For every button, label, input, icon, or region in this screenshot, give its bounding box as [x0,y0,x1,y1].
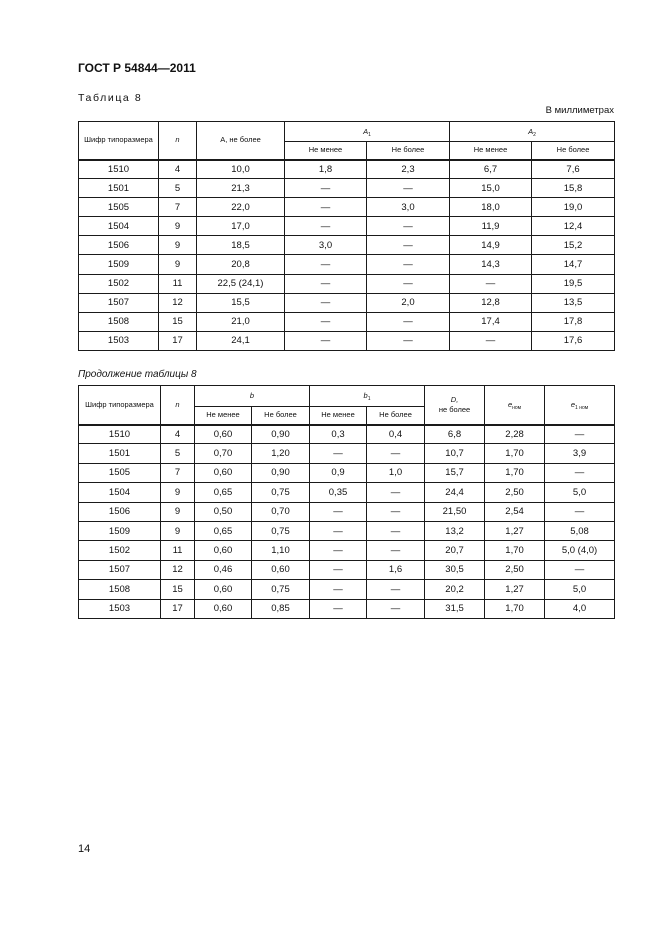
table-cell: 1509 [79,255,159,274]
table-cell: 2,50 [485,560,545,579]
table-cell: 0,60 [195,541,252,560]
table-cell: — [367,483,425,502]
table-cell: 14,7 [532,255,615,274]
table-cell: 15,8 [532,179,615,198]
header-a2: $A_2$ [450,122,615,142]
table-cell: 15,7 [425,463,485,482]
header-a1-max: Не более [367,142,450,160]
table-cell: 15,2 [532,236,615,255]
table-cell: — [285,198,367,217]
header-e: $e_{ном}$ [485,386,545,425]
header-b: b [195,386,310,407]
table-cell: 21,0 [197,312,285,331]
table-row [79,255,615,274]
table-cell: 17,8 [532,312,615,331]
table-cell: 9 [159,255,197,274]
table-cell: 7 [159,198,197,217]
table-cell: — [367,312,450,331]
header-a2-max: Не более [532,142,615,160]
header-a1-min: Не менее [285,142,367,160]
table-cell: — [310,560,367,579]
table-row [79,217,615,236]
table-cell: 0,60 [195,580,252,599]
table-cell: 17 [161,599,195,618]
table-row [79,179,615,198]
table-cell: 1,0 [367,463,425,482]
table-cell: 4 [159,160,197,179]
table-cell: 2,28 [485,425,545,444]
table-cell: 3,0 [285,236,367,255]
table-cell: 1503 [79,331,159,350]
table-cell: 0,4 [367,425,425,444]
table-cell: 20,7 [425,541,485,560]
table-row [79,293,615,312]
table-cell: 20,2 [425,580,485,599]
table-caption: Таблица 8 [78,92,143,104]
table-cell: 17,0 [197,217,285,236]
table-cell: 0,65 [195,483,252,502]
table-cell: — [285,179,367,198]
table-cell: — [285,255,367,274]
table-8-body [79,160,615,351]
table-cell: 2,50 [485,483,545,502]
table-cell: 9 [159,217,197,236]
table-row [79,521,615,540]
table-cell: 1,27 [485,580,545,599]
table-row [79,236,615,255]
table-cell: — [367,444,425,463]
table-cell: 14,9 [450,236,532,255]
table-cell: — [285,293,367,312]
table-cell: — [545,425,615,444]
header-b1-min: Не менее [310,407,367,425]
table-cell: 2,54 [485,502,545,521]
table-cell: — [310,521,367,540]
table-row [79,541,615,560]
table-cell: 1502 [79,541,161,560]
table-cell: 0,75 [252,521,310,540]
table-cell: — [285,331,367,350]
table-cell: — [367,541,425,560]
table-cell: 2,0 [367,293,450,312]
table-cell: 1505 [79,198,159,217]
table-row [79,463,615,482]
table-cell: 12,8 [450,293,532,312]
table-cell: 21,50 [425,502,485,521]
table-cell: 1508 [79,580,161,599]
header-a: A, не более [197,122,285,160]
table-cell: 9 [159,236,197,255]
table-cell: — [310,444,367,463]
table-cell: 1507 [79,560,161,579]
table-cell: 5 [161,444,195,463]
table-cell: 17 [159,331,197,350]
table-cell: 9 [161,483,195,502]
header-b1-max: Не более [367,407,425,425]
table-cell: — [310,502,367,521]
table-cell: 0,35 [310,483,367,502]
table-cell: — [310,580,367,599]
table-cell: 1501 [79,444,161,463]
table-cell: 0,75 [252,580,310,599]
header-b-min: Не менее [195,407,252,425]
table-cell: 1,70 [485,599,545,618]
table-cell: 3,9 [545,444,615,463]
table-cell: 1504 [79,483,161,502]
table-cell: 1510 [79,160,159,179]
table-row [79,483,615,502]
table-8-continued-body [79,425,615,619]
table-cell: 18,5 [197,236,285,255]
table-cell: 5,0 [545,580,615,599]
table-cell: 24,1 [197,331,285,350]
table-cell: 1,70 [485,541,545,560]
table-cell: — [545,463,615,482]
table-cell: 1,27 [485,521,545,540]
table-cell: 3,0 [367,198,450,217]
table-cell: 30,5 [425,560,485,579]
table-cell: 17,4 [450,312,532,331]
table-cell: 24,4 [425,483,485,502]
document-title: ГОСТ Р 54844—2011 [78,61,196,75]
table-cell: 0,46 [195,560,252,579]
header-n: n [159,122,197,160]
table-cell: 1,6 [367,560,425,579]
table-cell: 9 [161,521,195,540]
table-cell: 19,5 [532,274,615,293]
header-n: n [161,386,195,425]
table-cell: 5,08 [545,521,615,540]
table-cell: 1,20 [252,444,310,463]
table-row [79,580,615,599]
table-cell: 0,90 [252,425,310,444]
table-cell: 5 [159,179,197,198]
table-cell: — [367,580,425,599]
table-cell: 17,6 [532,331,615,350]
header-a1: $A_1$ [285,122,450,142]
table-cell: — [285,274,367,293]
table-cell: 1501 [79,179,159,198]
table-cell: 1509 [79,521,161,540]
table-row [79,560,615,579]
table-cell: 0,90 [252,463,310,482]
table-cell: — [367,217,450,236]
table-cell: 0,9 [310,463,367,482]
table-cell: 15,0 [450,179,532,198]
continuation-caption: Продолжение таблицы 8 [78,369,197,380]
table-cell: 15 [159,312,197,331]
table-cell: 1506 [79,236,159,255]
header-code: Шифр типоразмера [79,386,161,425]
table-cell: 5,0 [545,483,615,502]
table-cell: 18,0 [450,198,532,217]
table-cell: 5,0 (4,0) [545,541,615,560]
table-cell: — [367,599,425,618]
table-cell: 0,70 [252,502,310,521]
table-cell: — [367,179,450,198]
table-cell: 9 [161,502,195,521]
header-d: D, не более [425,386,485,425]
table-cell: 19,0 [532,198,615,217]
table-cell: — [450,331,532,350]
table-cell: 11 [161,541,195,560]
table-cell: 0,70 [195,444,252,463]
table-cell: 4,0 [545,599,615,618]
table-cell: 11 [159,274,197,293]
table-cell: 10,0 [197,160,285,179]
table-cell: — [367,236,450,255]
table-cell: 1503 [79,599,161,618]
table-cell: — [367,255,450,274]
table-cell: 0,75 [252,483,310,502]
table-cell: — [545,560,615,579]
table-cell: 1,8 [285,160,367,179]
table-cell: 11,9 [450,217,532,236]
table-cell: — [367,521,425,540]
table-row [79,502,615,521]
table-cell: — [367,502,425,521]
table-cell: 2,3 [367,160,450,179]
table-cell: — [450,274,532,293]
units-note: В миллиметрах [545,105,614,116]
table-cell: 20,8 [197,255,285,274]
table-cell: 7 [161,463,195,482]
table-8 [78,121,615,351]
table-cell: 1507 [79,293,159,312]
table-cell: 13,2 [425,521,485,540]
table-cell: — [367,274,450,293]
header-a2-min: Не менее [450,142,532,160]
table-cell: 1506 [79,502,161,521]
table-cell: — [545,502,615,521]
table-cell: 10,7 [425,444,485,463]
table-row [79,425,615,444]
table-cell: 7,6 [532,160,615,179]
table-cell: 22,0 [197,198,285,217]
table-row [79,312,615,331]
table-cell: 0,60 [252,560,310,579]
table-cell: 13,5 [532,293,615,312]
page-number: 14 [78,843,91,855]
table-cell: 1,70 [485,444,545,463]
header-e1: $e_{1 ном}$ [545,386,615,425]
table-row [79,198,615,217]
table-cell: — [285,312,367,331]
table-cell: 31,5 [425,599,485,618]
table-cell: 15 [161,580,195,599]
table-cell: 4 [161,425,195,444]
table-row [79,599,615,618]
table-cell: 21,3 [197,179,285,198]
table-cell: 0,3 [310,425,367,444]
table-cell: 1508 [79,312,159,331]
table-cell: — [285,217,367,236]
table-cell: 6,8 [425,425,485,444]
table-cell: 0,60 [195,463,252,482]
table-cell: 14,3 [450,255,532,274]
table-cell: 0,60 [195,425,252,444]
table-cell: 22,5 (24,1) [197,274,285,293]
table-cell: 1502 [79,274,159,293]
table-row [79,274,615,293]
table-cell: — [310,599,367,618]
table-cell: 0,65 [195,521,252,540]
table-cell: 0,85 [252,599,310,618]
table-cell: 12 [161,560,195,579]
table-cell: — [310,541,367,560]
table-cell: 1505 [79,463,161,482]
table-8-continued [78,385,615,619]
table-cell: 1,10 [252,541,310,560]
table-cell: 12 [159,293,197,312]
table-cell: 15,5 [197,293,285,312]
table-cell: 1510 [79,425,161,444]
header-code: Шифр типоразмера [79,122,159,160]
table-row [79,160,615,179]
table-cell: 6,7 [450,160,532,179]
header-b1: $b_1$ [310,386,425,407]
header-b-max: Не более [252,407,310,425]
table-cell: 1504 [79,217,159,236]
table-cell: — [367,331,450,350]
table-cell: 1,70 [485,463,545,482]
table-cell: 0,60 [195,599,252,618]
table-row [79,444,615,463]
table-row [79,331,615,350]
table-cell: 0,50 [195,502,252,521]
table-cell: 12,4 [532,217,615,236]
